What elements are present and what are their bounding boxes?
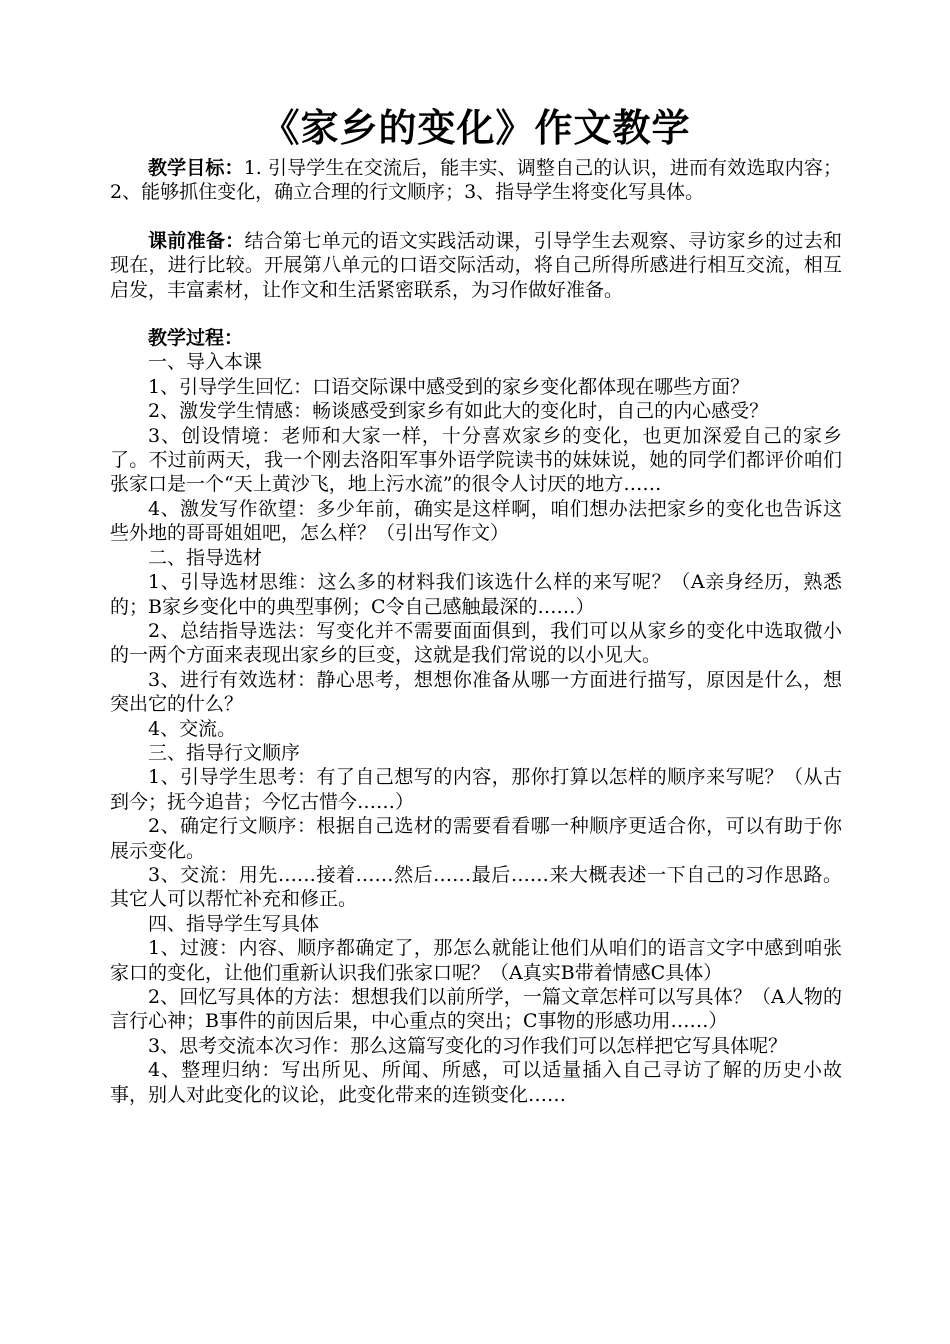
preparation-label: 课前准备： [148,229,245,252]
section-heading: 二、指导选材 [148,546,263,569]
spacer [110,205,842,229]
section-heading: 一、导入本课 [148,351,263,374]
process-label-paragraph [110,326,842,350]
list-item: 2、总结指导选法：写变化并不需要面面俱到，我们可以从家乡的变化中选取微小的一两个方面来表现出家乡的巨变，这就是我们常说的以小见大。 [110,619,842,667]
objectives-text: 1. 引导学生在交流后，能丰实、调整自己的认识，进而有效选取内容；2、能够抓住变化，确立合理的行文顺序；3、指导学生将变化写具体。 [110,157,842,204]
objectives-label: 教学目标： [148,157,244,179]
process-label: 教学过程： [148,327,244,350]
list-item: 1、过渡：内容、顺序都确定了，那怎么就能让他们从咱们的语言文字中感到咱张家口的变化，让他们重新认识我们张家口呢？（A真实B带着情感C具体） [110,937,842,984]
list-item: 3、思考交流本次习作：那么这篇写变化的习作我们可以怎样把它写具体呢？ [148,1034,788,1057]
spacer [110,302,842,326]
objectives-paragraph [110,156,842,205]
preparation-paragraph [110,229,842,302]
list-item: 4、交流。 [148,717,237,740]
list-item: 3、创设情境：老师和大家一样，十分喜欢家乡的变化，也更加深爱自己的家乡了。不过前两天，我一个刚去洛阳军事外语学院读书的妹妹说，她的同学们都评价咱们张家口是一个“天上黄沙飞，地上污水流”的很令人讨厌的地方…… [110,424,842,496]
list-item: 1、引导学生思考：有了自己想写的内容，那你打算以怎样的顺序来写呢？（从古到今；抚今追昔；今忆古惜今……） [110,766,842,813]
list-item: 2、回忆写具体的方法：想想我们以前所学，一篇文章怎样可以写具体？（A人物的言行心神；B事件的前因后果，中心重点的突出；C事物的形感功用……） [110,986,842,1033]
list-item: 2、确定行文顺序：根据自己选材的需要看看哪一种顺序更适合你，可以有助于你展示变化。 [110,815,842,862]
list-item: 4、激发写作欲望：多少年前，确实是这样啊，咱们想办法把家乡的变化也告诉这些外地的哥哥姐姐吧，怎么样？（引出写作文） [110,497,842,545]
list-item: 2、激发学生情感：畅谈感受到家乡有如此大的变化时，自己的内心感受？ [148,400,769,423]
list-item: 3、交流：用先……接着……然后……最后……来大概表述一下自己的习作思路。其它人可以帮忙补充和修正。 [110,863,842,911]
list-item: 1、引导选材思维：这么多的材料我们该选什么样的来写呢？（A亲身经历，熟悉的；B家乡变化中的典型事例；C令自己感触最深的……） [110,571,842,618]
document-title: 《家乡的变化》作文教学 [261,105,691,150]
list-item: 3、进行有效选材：静心思考，想想你准备从哪一方面进行描写，原因是什么，想突出它的什么？ [110,668,842,716]
section-heading: 四、指导学生写具体 [148,912,320,935]
preparation-text: 结合第七单元的语文实践活动课，引导学生去观察、寻访家乡的过去和现在，进行比较。开展第八单元的口语交际活动，将自己所得所感进行相互交流，相互启发，丰富素材，让作文和生活紧密联系，为习作做好准备。 [110,229,842,301]
document-page [110,100,842,1107]
list-item: 1、引导学生回忆：口语交际课中感受到的家乡变化都体现在哪些方面？ [148,375,750,398]
section-heading: 三、指导行文顺序 [148,741,301,764]
list-item: 4、整理归纳：写出所见、所闻、所感，可以适量插入自己寻访了解的历史小故事，别人对此变化的议论，此变化带来的连锁变化…… [110,1059,842,1106]
